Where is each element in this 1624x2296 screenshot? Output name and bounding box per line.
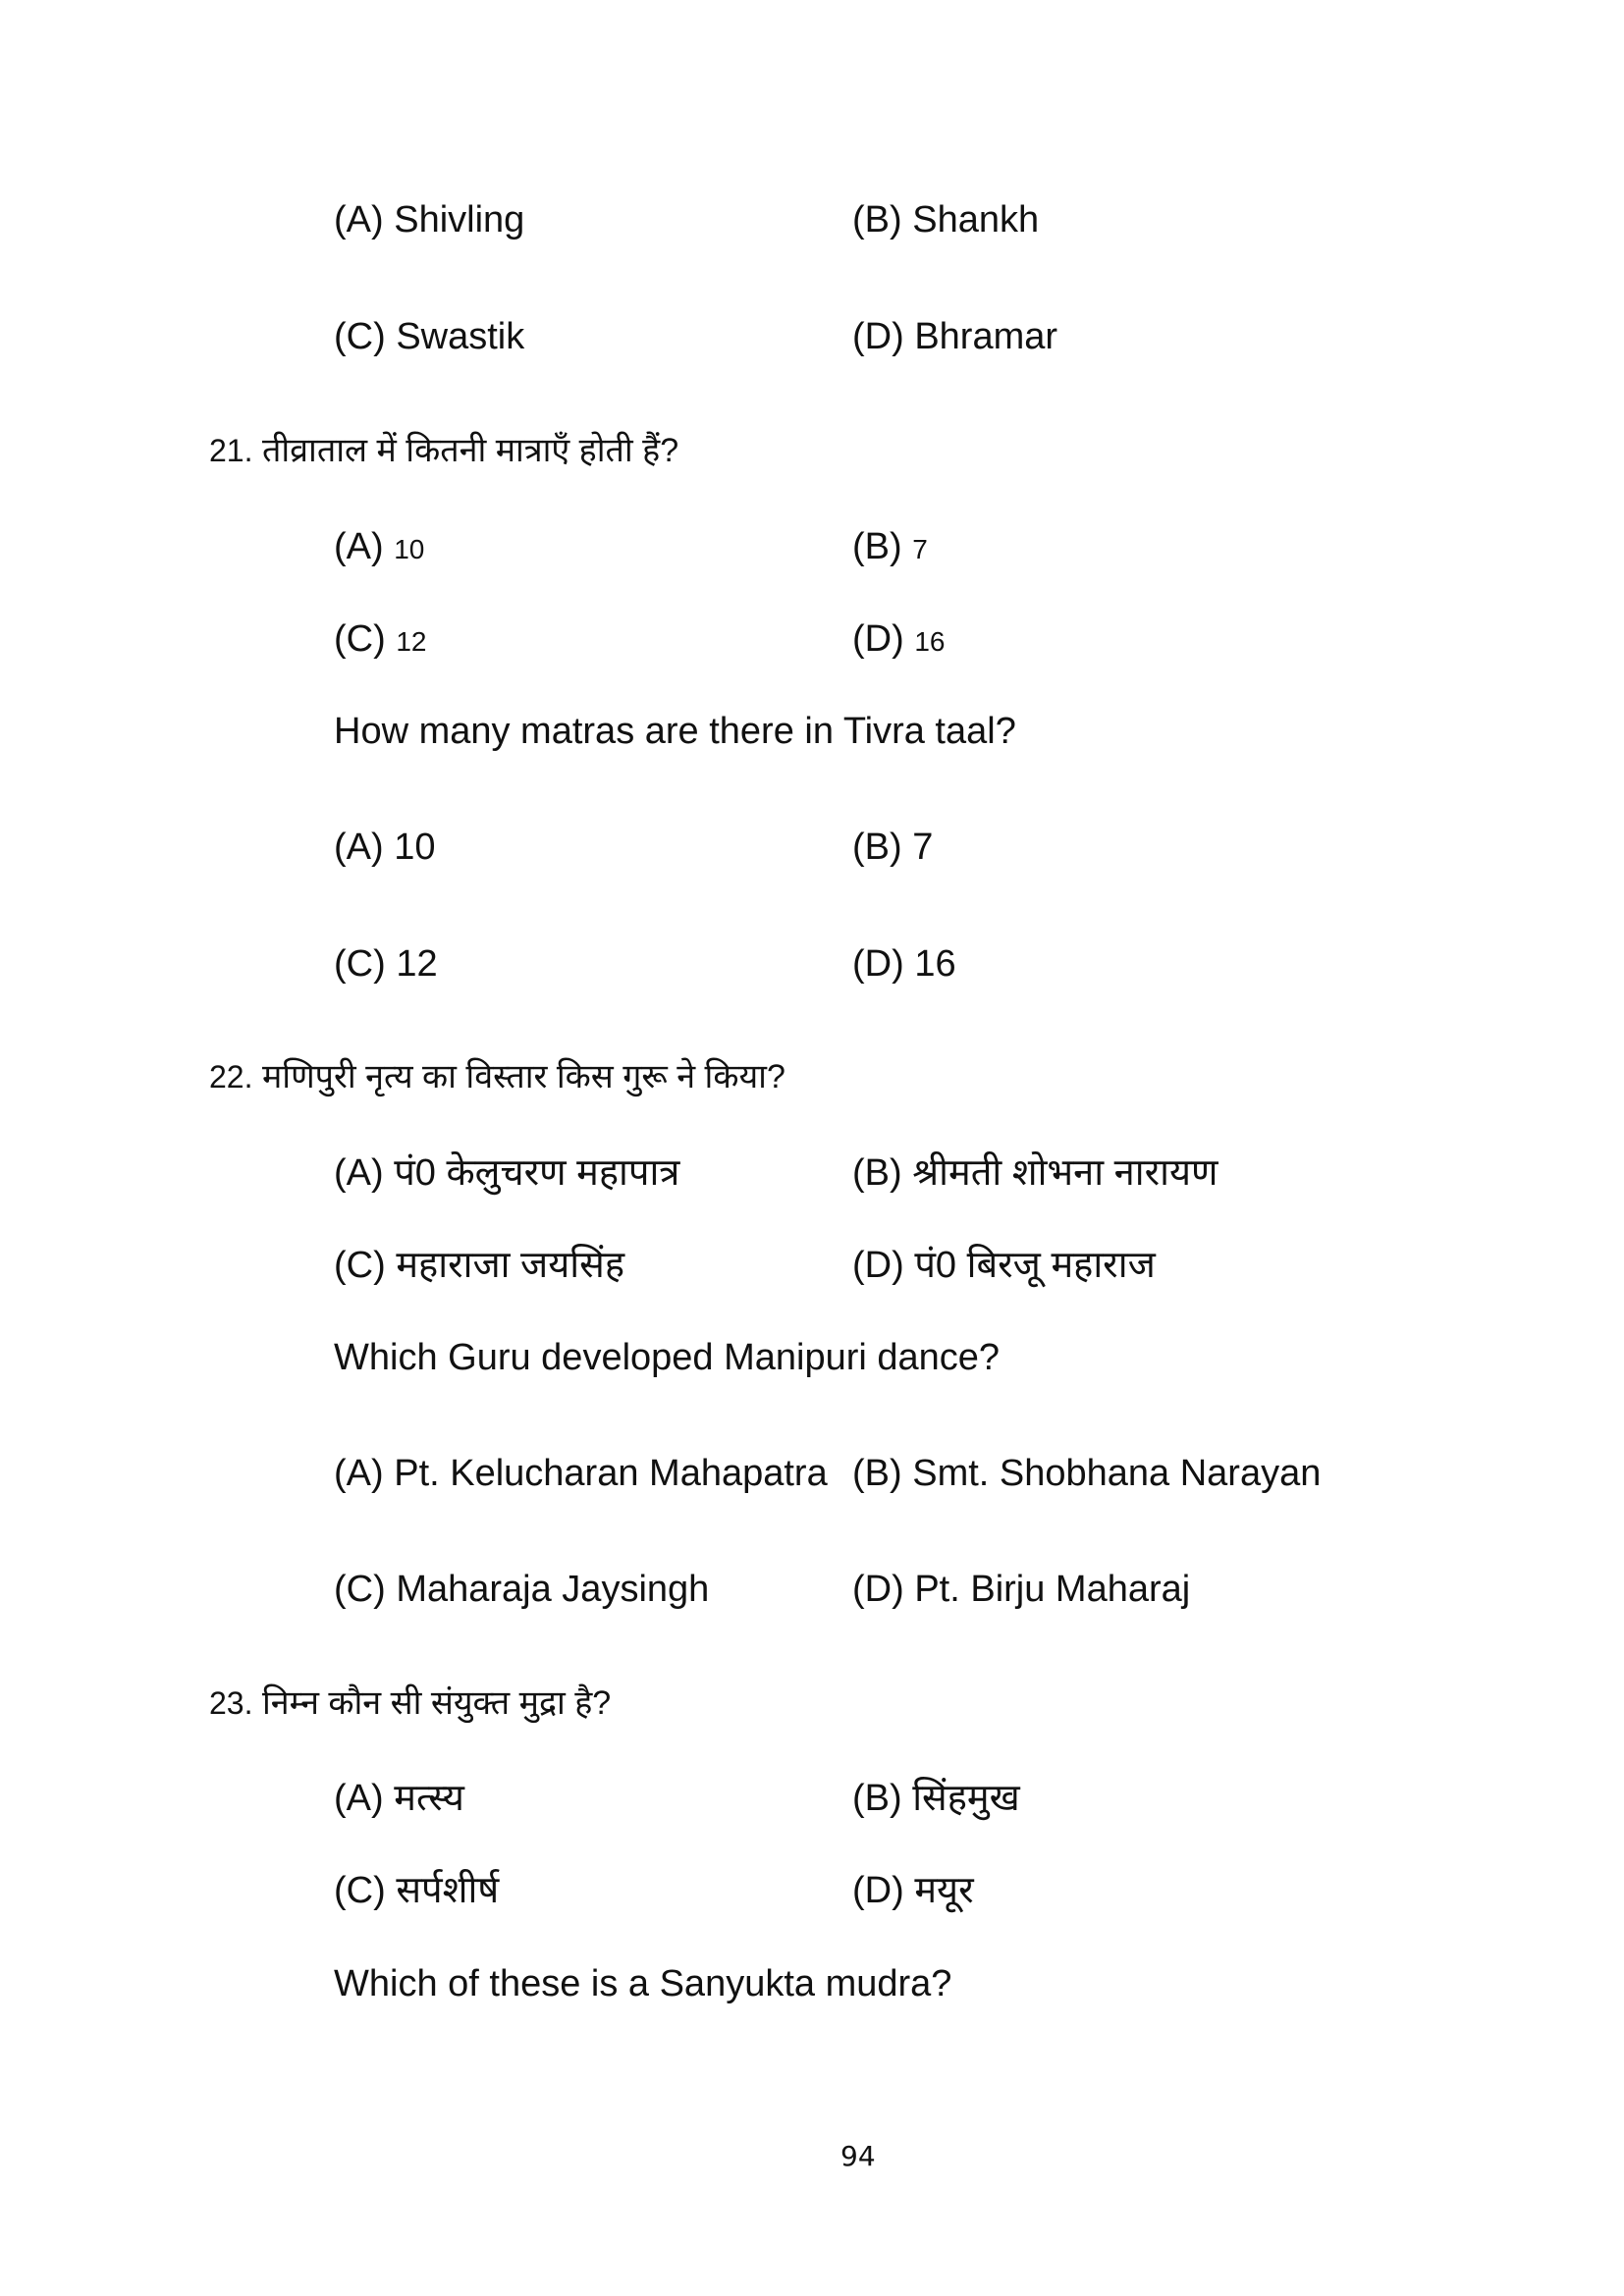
q21-english-option-c: (C) 12 <box>334 943 438 985</box>
q22-hindi-question: 22. मणिपुरी नृत्य का विस्तार किस गुरू ने किया? <box>209 1058 785 1095</box>
q23-hindi-option-b: (B) सिंहमुख <box>852 1778 1020 1819</box>
q22-hindi-option-a: (A) पं0 केलुचरण महापात्र <box>334 1152 680 1194</box>
q20-option-b: (B) Shankh <box>852 199 1040 240</box>
q23-hindi-question: 23. निम्न कौन सी संयुक्त मुद्रा है? <box>209 1684 612 1722</box>
q23-english-question: Which of these is a Sanyukta mudra? <box>334 1963 952 2004</box>
q21-english-option-a: (A) 10 <box>334 827 436 868</box>
q22-english-option-b: (B) Smt. Shobhana Narayan <box>852 1453 1322 1494</box>
q20-option-a: (A) Shivling <box>334 199 525 240</box>
q21-english-option-d: (D) 16 <box>852 943 956 985</box>
q22-hindi-option-d: (D) पं0 बिरजू महाराज <box>852 1245 1156 1286</box>
q21-english-option-b: (B) 7 <box>852 827 934 868</box>
page-number: 94 <box>840 2140 876 2172</box>
q23-hindi-option-c: (C) सर्पशीर्ष <box>334 1870 500 1911</box>
q23-hindi-option-a: (A) मत्स्य <box>334 1778 464 1819</box>
q22-hindi-option-c: (C) महाराजा जयसिंह <box>334 1245 624 1286</box>
q22-hindi-option-b: (B) श्रीमती शोभना नारायण <box>852 1152 1218 1194</box>
q21-hindi-option-a: (A) 10 <box>334 526 425 567</box>
q22-english-option-c: (C) Maharaja Jaysingh <box>334 1569 710 1610</box>
q22-english-option-a: (A) Pt. Kelucharan Mahapatra <box>334 1453 828 1494</box>
q20-option-c: (C) Swastik <box>334 316 525 357</box>
q23-hindi-option-d: (D) मयूर <box>852 1870 974 1911</box>
q21-english-question: How many matras are there in Tivra taal? <box>334 711 1016 752</box>
q21-hindi-option-d: (D) 16 <box>852 618 946 660</box>
q21-hindi-option-b: (B) 7 <box>852 526 928 567</box>
q21-hindi-option-c: (C) 12 <box>334 618 427 660</box>
q22-english-question: Which Guru developed Manipuri dance? <box>334 1337 1001 1378</box>
q20-option-d: (D) Bhramar <box>852 316 1058 357</box>
q22-english-option-d: (D) Pt. Birju Maharaj <box>852 1569 1191 1610</box>
q21-hindi-question: 21. तीव्राताल में कितनी मात्राएँ होती हैं? <box>209 432 679 469</box>
